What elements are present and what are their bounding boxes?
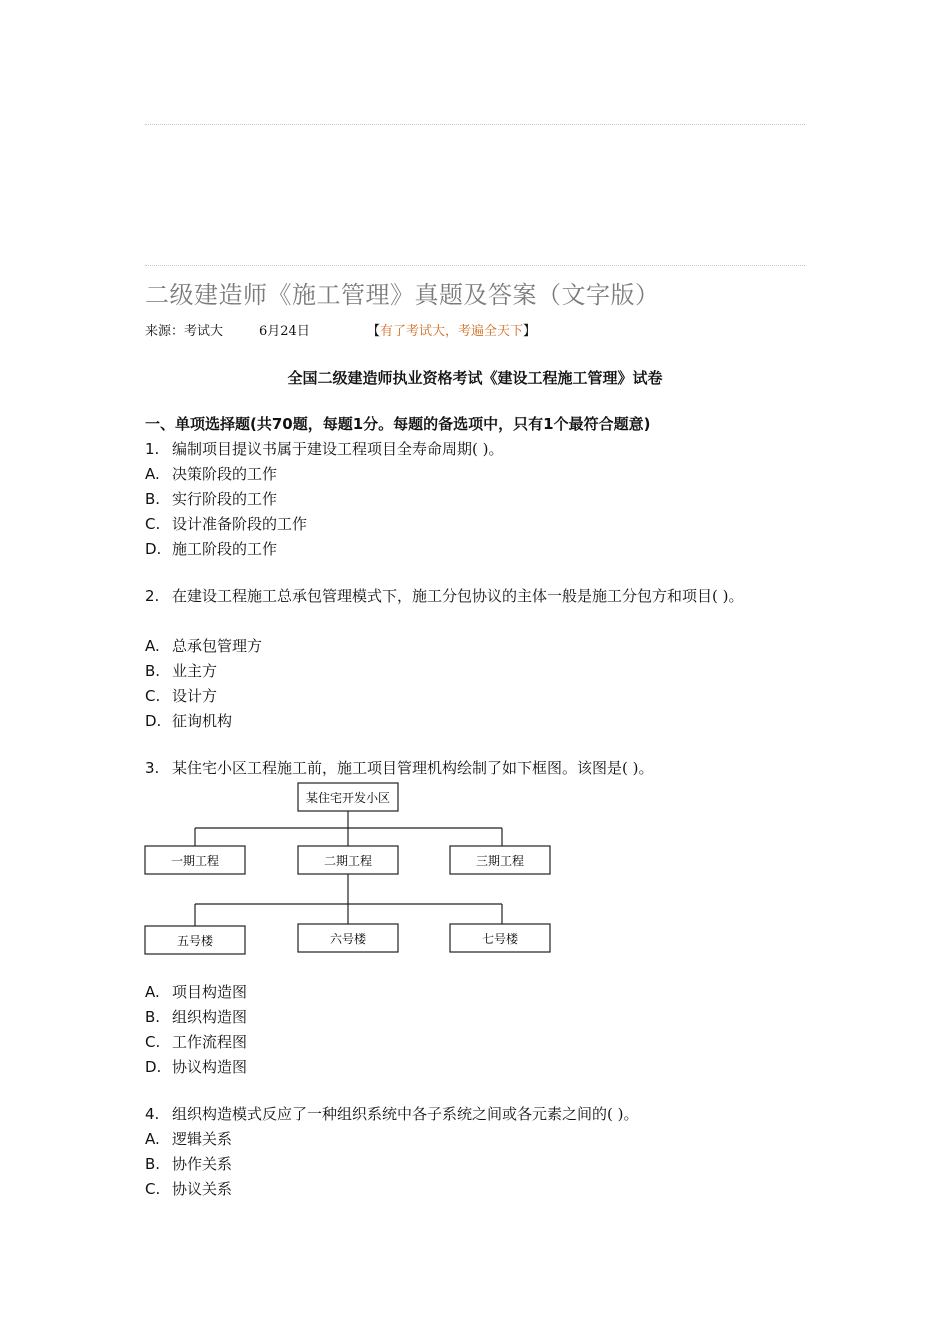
slogan-text: 有了考试大，考遍全天下 — [380, 324, 524, 339]
option-a — [145, 463, 277, 484]
option-text: 设计方 — [172, 687, 218, 705]
source-label: 来源：考试大 — [145, 324, 224, 339]
diagram-node-phase-3: 三期工程 — [475, 854, 525, 868]
option-d — [145, 1056, 247, 1077]
dotted-divider-top — [145, 124, 805, 125]
option-label: A. — [145, 465, 160, 483]
option-label: C. — [145, 515, 161, 533]
option-label: D. — [145, 712, 162, 730]
question-4 — [145, 1103, 638, 1124]
option-text: 协议构造图 — [172, 1058, 248, 1076]
publish-date: 6月24日 — [259, 324, 310, 339]
option-label: B. — [145, 490, 161, 508]
question-1 — [145, 438, 503, 459]
option-label: C. — [145, 687, 161, 705]
diagram-node-building-5: 五号楼 — [176, 934, 214, 948]
option-b — [145, 660, 217, 681]
option-text: 总承包管理方 — [172, 637, 263, 655]
option-a — [145, 1128, 232, 1149]
option-b — [145, 1153, 232, 1174]
option-text: 征询机构 — [172, 712, 233, 730]
option-b — [145, 488, 277, 509]
option-d — [145, 538, 277, 559]
diagram-node-phase-2: 二期工程 — [323, 854, 373, 868]
option-text: 业主方 — [172, 662, 218, 680]
option-text: 决策阶段的工作 — [172, 465, 278, 483]
question-number: 4. — [145, 1105, 160, 1123]
slogan-bracket-open: 【 — [367, 324, 381, 339]
option-c — [145, 1178, 232, 1199]
option-label: C. — [145, 1033, 161, 1051]
option-text: 协议关系 — [172, 1180, 233, 1198]
option-label: A. — [145, 1130, 160, 1148]
option-b — [145, 1006, 247, 1027]
option-label: D. — [145, 540, 162, 558]
option-label: A. — [145, 983, 160, 1001]
option-a — [145, 635, 262, 656]
question-number: 2. — [145, 587, 160, 605]
diagram-root-node: 某住宅开发小区 — [305, 791, 391, 805]
slogan-link[interactable] — [367, 320, 536, 339]
option-c — [145, 513, 307, 534]
option-text: 项目构造图 — [172, 983, 248, 1001]
option-c — [145, 1031, 247, 1052]
option-text: 逻辑关系 — [172, 1130, 233, 1148]
option-label: B. — [145, 662, 161, 680]
option-text: 施工阶段的工作 — [172, 540, 278, 558]
option-c — [145, 685, 217, 706]
diagram-node-building-6: 六号楼 — [329, 932, 367, 946]
option-label: C. — [145, 1180, 161, 1198]
question-text: 组织构造模式反应了一种组织系统中各子系统之间或各元素之间的( )。 — [172, 1105, 639, 1123]
question-number: 1. — [145, 440, 160, 458]
option-label: D. — [145, 1058, 162, 1076]
diagram-node-building-7: 七号楼 — [481, 932, 519, 946]
exam-heading: 全国二级建造师执业资格考试《建设工程施工管理》试卷 — [287, 369, 663, 387]
project-structure-diagram — [140, 780, 560, 960]
option-label: B. — [145, 1155, 161, 1173]
option-d — [145, 710, 232, 731]
question-text: 在建设工程施工总承包管理模式下，施工分包协议的主体一般是施工分包方和项目( )。 — [172, 587, 744, 605]
question-number: 3. — [145, 759, 160, 777]
option-a — [145, 981, 247, 1002]
option-text: 实行阶段的工作 — [172, 490, 278, 508]
question-text: 编制项目提议书属于建设工程项目全寿命周期( )。 — [172, 440, 504, 458]
diagram-node-phase-1: 一期工程 — [170, 854, 220, 868]
option-label: B. — [145, 1008, 161, 1026]
option-text: 组织构造图 — [172, 1008, 248, 1026]
option-text: 协作关系 — [172, 1155, 233, 1173]
question-3 — [145, 757, 653, 778]
slogan-bracket-close: 】 — [523, 324, 537, 339]
article-meta — [145, 320, 537, 339]
option-text: 工作流程图 — [172, 1033, 248, 1051]
question-2 — [145, 585, 743, 606]
question-text: 某住宅小区工程施工前，施工项目管理机构绘制了如下框图。该图是( )。 — [172, 759, 654, 777]
article-title: 二级建造师《施工管理》真题及答案（文字版） — [145, 281, 660, 309]
option-text: 设计准备阶段的工作 — [172, 515, 308, 533]
option-label: A. — [145, 637, 160, 655]
dotted-divider — [145, 265, 805, 266]
section-heading: 一、单项选择题(共70题，每题1分。每题的备选项中，只有1个最符合题意) — [145, 415, 651, 433]
